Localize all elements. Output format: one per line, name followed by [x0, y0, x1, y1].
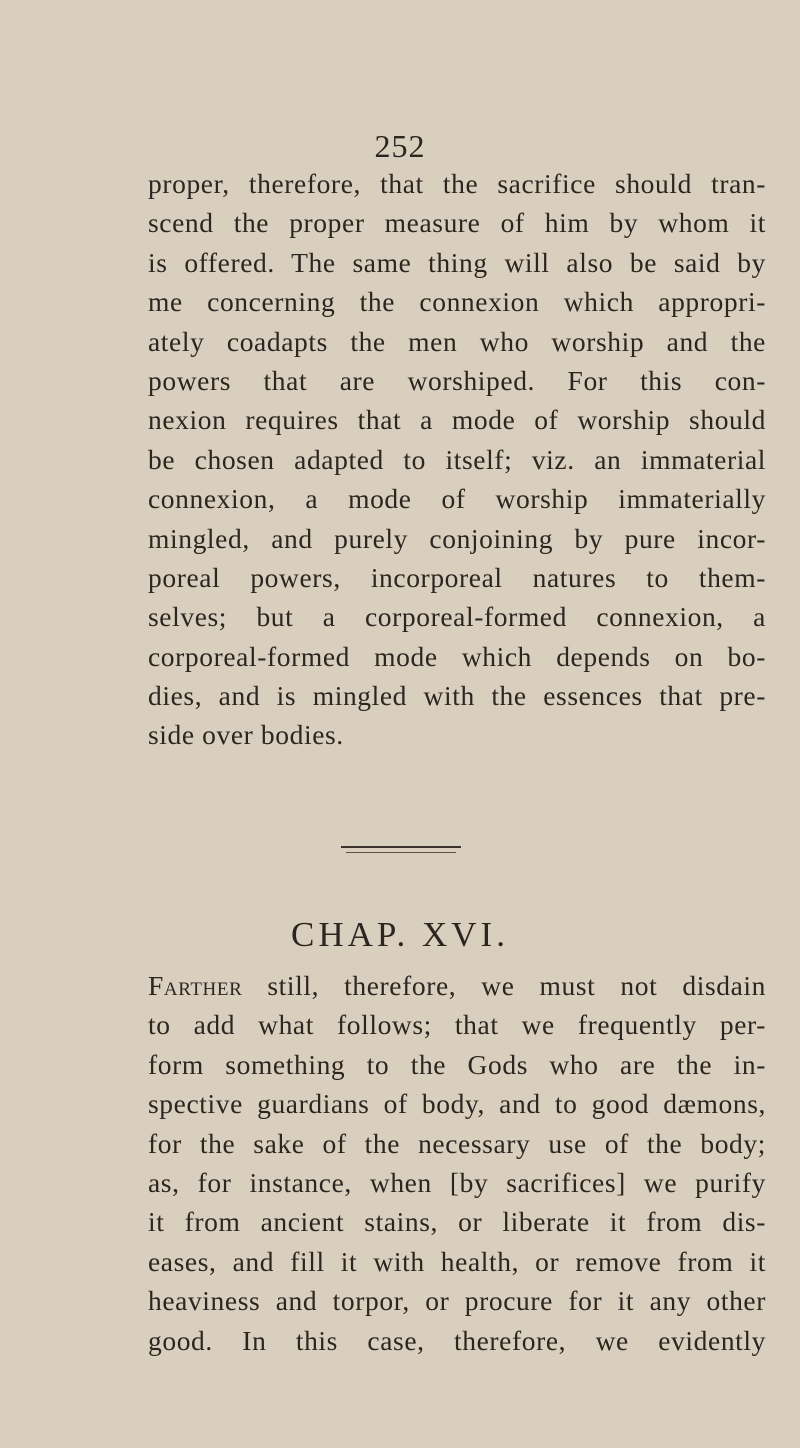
- paragraph-1: [148, 164, 766, 755]
- text-line: corporeal-formed mode which depends on bo-: [148, 640, 766, 672]
- text-line: good. In this case, therefore, we evidently: [148, 1324, 766, 1356]
- text-line: ately coadapts the men who worship and the: [148, 325, 766, 357]
- paragraph-2: [148, 966, 766, 1360]
- text-line: form something to the Gods who are the in-: [148, 1048, 766, 1080]
- text-line: to add what follows; that we frequently per-: [148, 1009, 766, 1041]
- text-line: nexion requires that a mode of worship should: [148, 404, 766, 436]
- text-line: it from ancient stains, or liberate it from dis-: [148, 1206, 766, 1238]
- text-line: selves; but a corporeal-formed connexion, a: [148, 601, 766, 633]
- text-line: eases, and fill it with health, or remove from it: [148, 1245, 766, 1277]
- text-line: powers that are worshiped. For this con-: [148, 364, 766, 396]
- opening-word: Farther: [148, 970, 243, 1001]
- text-line: mingled, and purely conjoining by pure incor-: [148, 522, 766, 554]
- first-line-rest: still, therefore, we must not disdain: [242, 970, 766, 1001]
- page-number: 252: [374, 128, 426, 164]
- text-line-first: [148, 966, 766, 1005]
- text-line-last: side over bodies.: [148, 719, 344, 751]
- chapter-heading: CHAP. XVI.: [291, 915, 509, 954]
- text-line: scend the proper measure of him by whom it: [148, 207, 766, 239]
- text-line: connexion, a mode of worship immaterially: [148, 483, 766, 515]
- text-line: poreal powers, incorporeal natures to them-: [148, 561, 766, 593]
- text-line: dies, and is mingled with the essences that pre-: [148, 680, 766, 712]
- text-line: be chosen adapted to itself; viz. an immaterial: [148, 443, 766, 475]
- text-line: for the sake of the necessary use of the body;: [148, 1127, 766, 1159]
- text-line: heaviness and torpor, or procure for it any other: [148, 1285, 766, 1317]
- section-divider: [341, 846, 461, 850]
- text-line: is offered. The same thing will also be said by: [148, 246, 766, 278]
- text-line: me concerning the connexion which appropri-: [148, 286, 766, 318]
- text-line: spective guardians of body, and to good dæmons,: [148, 1088, 766, 1120]
- section-divider-thin: [346, 852, 456, 854]
- text-line: as, for instance, when [by sacrifices] we purify: [148, 1166, 766, 1198]
- text-line: proper, therefore, that the sacrifice should tran-: [148, 168, 766, 199]
